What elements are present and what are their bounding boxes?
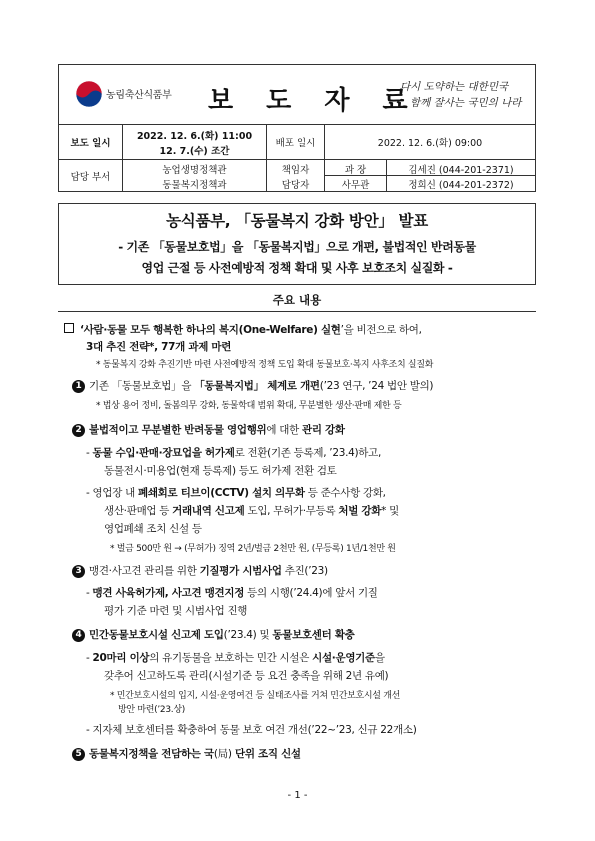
staff-role-cell: 사무관 bbox=[341, 180, 370, 191]
item-2-detail-1: - 동물 수입·판매·장묘업을 허가제로 전환(기존 등록제, ’23.4)하고, bbox=[86, 447, 382, 459]
item-2: 2 불법적이고 무분별한 반려동물 영업행위에 대한 관리 강화 bbox=[72, 422, 345, 437]
slogan-line-2: 함께 잘사는 국민의 나라 bbox=[410, 97, 522, 109]
item-4-detail-1-cont: 갖추어 신고하도록 관리(시설기준 등 요건 충족을 위해 2년 유예) bbox=[104, 670, 389, 682]
circled-number-2-icon: 2 bbox=[72, 424, 85, 437]
item-3-detail: - 맹견 사육허가제, 사고견 맹견지정 등의 시행(’24.4)에 앞서 기질 bbox=[86, 587, 378, 599]
ministry-name: 농림축산식품부 bbox=[106, 90, 172, 101]
release-info-grid bbox=[58, 124, 536, 192]
item-3: 3 맹견·사고견 관리를 위한 기질평가 시범사업 추진(’23) bbox=[72, 563, 328, 578]
item-4-note-1: * 민간보호시설의 입지, 시설·운영여건 등 실태조사를 거쳐 민간보호시설 개선 bbox=[110, 691, 401, 701]
key-points-heading: 주요 내용 bbox=[272, 293, 322, 307]
item-2-detail-2-cont-2: 영업폐쇄 조치 신설 등 bbox=[104, 523, 202, 535]
staff-contact-cell: 정희신 (044-201-2372) bbox=[408, 180, 514, 191]
divider bbox=[58, 311, 536, 312]
item-2-detail-2: - 영업장 내 폐쇄회로 티브이(CCTV) 설치 의무화 등 준수사항 강화, bbox=[86, 487, 386, 499]
press-release-title: 보 도 자 료 bbox=[208, 86, 420, 116]
release-label-cell: 보도 일시 bbox=[70, 138, 111, 149]
item-3-detail-cont: 평가 기준 마련 및 시범사업 진행 bbox=[104, 605, 248, 617]
department-value-line-1: 농업생명정책관 bbox=[162, 165, 227, 176]
vision-text-bold: ‘사람·동물 모두 행복한 하나의 복지(One-Welfare) 실현 bbox=[80, 324, 341, 336]
item-1-note: * 법상 용어 정비, 돌봄의무 강화, 동물학대 범위 확대, 무분별한 생산·판매 제한 등 bbox=[96, 401, 402, 411]
item-2-detail-2-cont: 생산·판매업 등 거래내역 신고제 도입, 무허가·무등록 처벌 강화* 및 bbox=[104, 505, 399, 517]
circled-number-4-icon: 4 bbox=[72, 629, 85, 642]
distribution-label-cell: 배포 일시 bbox=[275, 138, 316, 149]
item-4: 4 민간동물보호시설 신고제 도입(’23.4) 및 동물보호센터 확충 bbox=[72, 627, 355, 642]
government-emblem-icon bbox=[74, 79, 104, 109]
item-2-detail-1-cont: 동물전시·미용업(현재 등록제) 등도 허가제 전환 검토 bbox=[104, 465, 337, 477]
distribution-value-cell: 2022. 12. 6.(화) 09:00 bbox=[377, 138, 483, 149]
vision-text: ’을 비전으로 하여, bbox=[340, 324, 422, 336]
circled-number-3-icon: 3 bbox=[72, 565, 85, 578]
item-4-detail-1: - 20마리 이상의 유기동물을 보호하는 민간 시설은 시설·운영기준을 bbox=[86, 652, 385, 664]
subtitle-line-1: - 기존 「동물보호법」을 「동물복지법」으로 개편, 불법적인 반려동물 bbox=[118, 240, 476, 254]
item-1: 1 기존 「동물보호법」을 「동물복지법」 체계로 개편(’23 연구, ’24 법안 발의) bbox=[72, 378, 433, 393]
department-label-cell: 담당 부서 bbox=[70, 172, 111, 183]
item-4-detail-2: - 지자체 보호센터를 확충하여 동물 보호 여건 개선(’22~’23, 신규 22개소) bbox=[86, 724, 417, 736]
responsible-role-cell: 과 장 bbox=[344, 165, 367, 176]
department-value-line-2: 동물복지정책과 bbox=[162, 180, 227, 191]
circled-number-5-icon: 5 bbox=[72, 748, 85, 761]
subtitle-line-2: 영업 근절 등 사전예방적 정책 확대 및 사후 보호조치 실질화 - bbox=[141, 261, 453, 275]
responsible-contact-cell: 김세진 (044-201-2371) bbox=[408, 165, 514, 176]
strategy-line: 3대 추진 전략*, 77개 과제 마련 bbox=[86, 341, 232, 353]
vision-line bbox=[64, 322, 422, 337]
item-2-note: * 벌금 500만 원 → (무허가) 징역 2년/벌금 2천만 원, (무등록) 1년/1천만 원 bbox=[110, 544, 396, 554]
staff-label-cell: 담당자 bbox=[281, 180, 310, 191]
release-value-line-1: 2022. 12. 6.(화) 11:00 bbox=[136, 131, 253, 142]
circled-number-1-icon: 1 bbox=[72, 380, 85, 393]
page-number: - 1 - bbox=[287, 790, 308, 801]
headline: 농식품부, 「동물복지 강화 방안」 발표 bbox=[166, 212, 428, 230]
item-4-note-2: 방안 마련(’23.상) bbox=[118, 705, 185, 715]
responsible-label-cell: 책임자 bbox=[281, 165, 310, 176]
checkbox-bullet-icon bbox=[64, 323, 74, 333]
slogan-line-1: 다시 도약하는 대한민국 bbox=[400, 81, 509, 93]
item-5: 5 동물복지정책을 전담하는 국(局) 단위 조직 신설 bbox=[72, 746, 301, 761]
release-value-line-2: 12. 7.(수) 조간 bbox=[159, 146, 230, 157]
strategy-note: * 동물복지 강화 추진기반 마련 사전예방적 정책 도입 확대 동물보호·복지 사후조치 실질화 bbox=[96, 360, 434, 370]
